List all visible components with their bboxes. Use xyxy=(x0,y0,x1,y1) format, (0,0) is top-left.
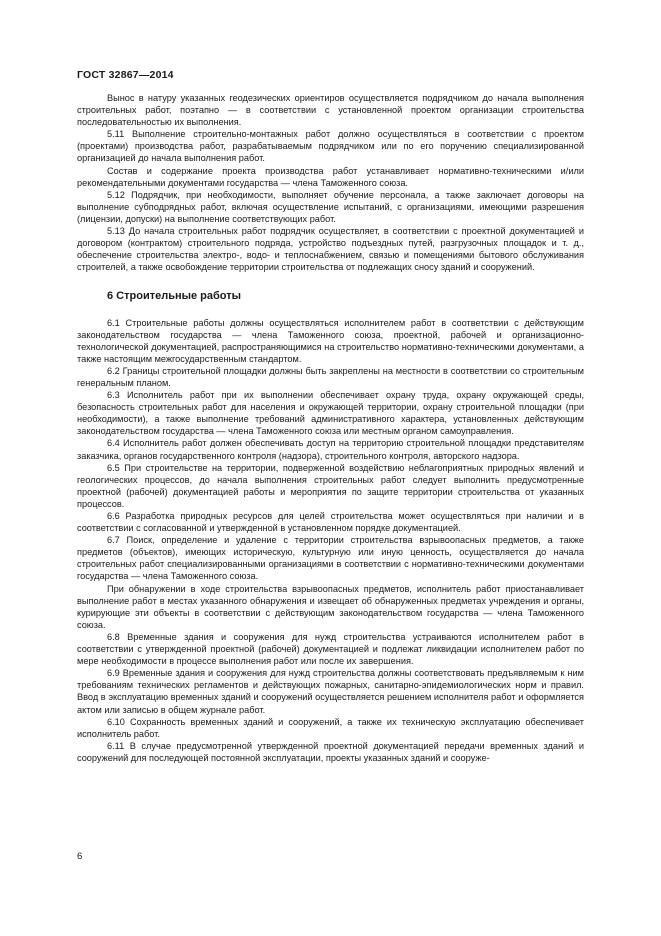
paragraph-5-12: 5.12 Подрядчик, при необходимости, выполняет обучение персонала, а также заключает договоры на выполнение субподрядных работ, включая осуществление испытаний, с организациями, имеющими разрешения (лицензии, допуски) на выполнение соответствующих работ. xyxy=(77,189,584,224)
paragraph-6-6: 6.6 Разработка природных ресурсов для целей строительства может осуществляться при наличии и в соответствии с согласованной и утвержденной в установленном порядке документацией. xyxy=(77,511,584,534)
paragraph-6-7: 6.7 Поиск, определение и удаление с территории строительства взрывоопасных предметов, а также предметов (объектов), имеющих историческую, культурную или иную ценность, осуществляется до начала строительных работ специализированными организациями в соответствии с нормативно-техническими документами государства — члена Таможенного союза. xyxy=(77,535,584,582)
paragraph: Состав и содержание проекта производства работ устанавливает нормативно-техническими и/или рекомендательными документами государства — члена Таможенного союза. xyxy=(77,165,584,188)
paragraph-5-11: 5.11 Выполнение строительно-монтажных работ должно осуществляться в соответствии с проектом (проектами) производства работ, разрабатываемым подрядчиком или по его поручению специализированной организацией до начала выполнения работ. xyxy=(77,129,584,164)
paragraph-6-5: 6.5 При строительстве на территории, подверженной воздействию неблагоприятных природных явлений и геологических процессов, до начала выполнения строительных работ следует выполнить предусмотренные проектной (рабочей) документацией работы и мероприятия по защите территории строительства от указанных процессов. xyxy=(77,462,584,509)
paragraph-6-9: 6.9 Временные здания и сооружения для нужд строительства должны соответствовать предъявляемым к ним требованиям технических регламентов и действующих пожарных, санитарно-эпидемиологических норм и правил. Ввод в эксплуатацию временных зданий и сооружений осуществляется решением исполнителя работ и оформляется актом или записью в общем журнале работ. xyxy=(77,668,584,715)
paragraph-6-1: 6.1 Строительные работы должны осуществляться исполнителем работ в соответствии с действующим законодательством государства — члена Таможенного союза, проектной, рабочей и организационно-технологической документацией, распространяющимися на строительство нормативно-техническими документами, а также настоящим межгосударственным стандартом. xyxy=(77,317,584,364)
page-number: 6 xyxy=(77,851,83,862)
paragraph-6-2: 6.2 Границы строительной площадки должны быть закреплены на местности в соответствии со строительным генеральным планом. xyxy=(77,365,584,388)
document-header: ГОСТ 32867—2014 xyxy=(77,69,174,81)
paragraph-6-3: 6.3 Исполнитель работ при их выполнении обеспечивает охрану труда, охрану окружающей среды, безопасность строительных работ для населения и окружающей территории, охрану строительной площадки (при необходимости), а также выполнение требований административного характера, установленных действующим законодательством государства — члена Таможенного союза или местным органом самоуправления. xyxy=(77,390,584,437)
paragraph-6-10: 6.10 Сохранность временных зданий и сооружений, а также их техническую эксплуатацию обеспечивает исполнитель работ. xyxy=(77,716,584,739)
paragraph: Вынос в натуру указанных геодезических ориентиров осуществляется подрядчиком до начала выполнения строительных работ, поэтапно — в соответствии с установленной проектом организации строительства последовательностью их выполнения. xyxy=(77,93,584,128)
paragraph-5-13: 5.13 До начала строительных работ подрядчик осуществляет, в соответствии с проектной документацией и договором (контрактом) строительного подряда, устройство подъездных путей, разгрузочных площадок и т. д., обеспечение строительства электро-, водо- и теплоснабжением, связью и помещениями бытового обслуживания строителей, а также освобождение территории строительства от подлежащих сносу зданий и сооружений. xyxy=(77,226,584,273)
paragraph-6-8: 6.8 Временные здания и сооружения для нужд строительства устраиваются исполнителем работ в соответствии с утвержденной проектной (рабочей) документацией и подлежат ликвидации исполнителем работ по мере необходимости в процессе выполнения работ или после их завершения. xyxy=(77,631,584,667)
paragraph: При обнаружении в ходе строительства взрывоопасных предметов, исполнитель работ приостанавливает выполнение работ в местах указанного обнаружения и извещает об обнаруженных предметах учреждения и органы, курирующие эти объекты в соответствии с действующим законодательством государства — члена Таможенного союза. xyxy=(77,583,584,630)
paragraph-6-4: 6.4 Исполнитель работ должен обеспечивать доступ на территорию строительной площадки представителям заказчика, органов государственного контроля (надзора), строительного контроля, авторского надзора. xyxy=(77,438,584,461)
document-body xyxy=(77,92,584,764)
section-heading: 6 Строительные работы xyxy=(107,290,242,303)
paragraph-6-11: 6.11 В случае предусмотренной утвержденной проектной документацией передачи временных зданий и сооружений для последующей постоянной эксплуатации, проекты указанных зданий и сооруже- xyxy=(77,740,584,763)
